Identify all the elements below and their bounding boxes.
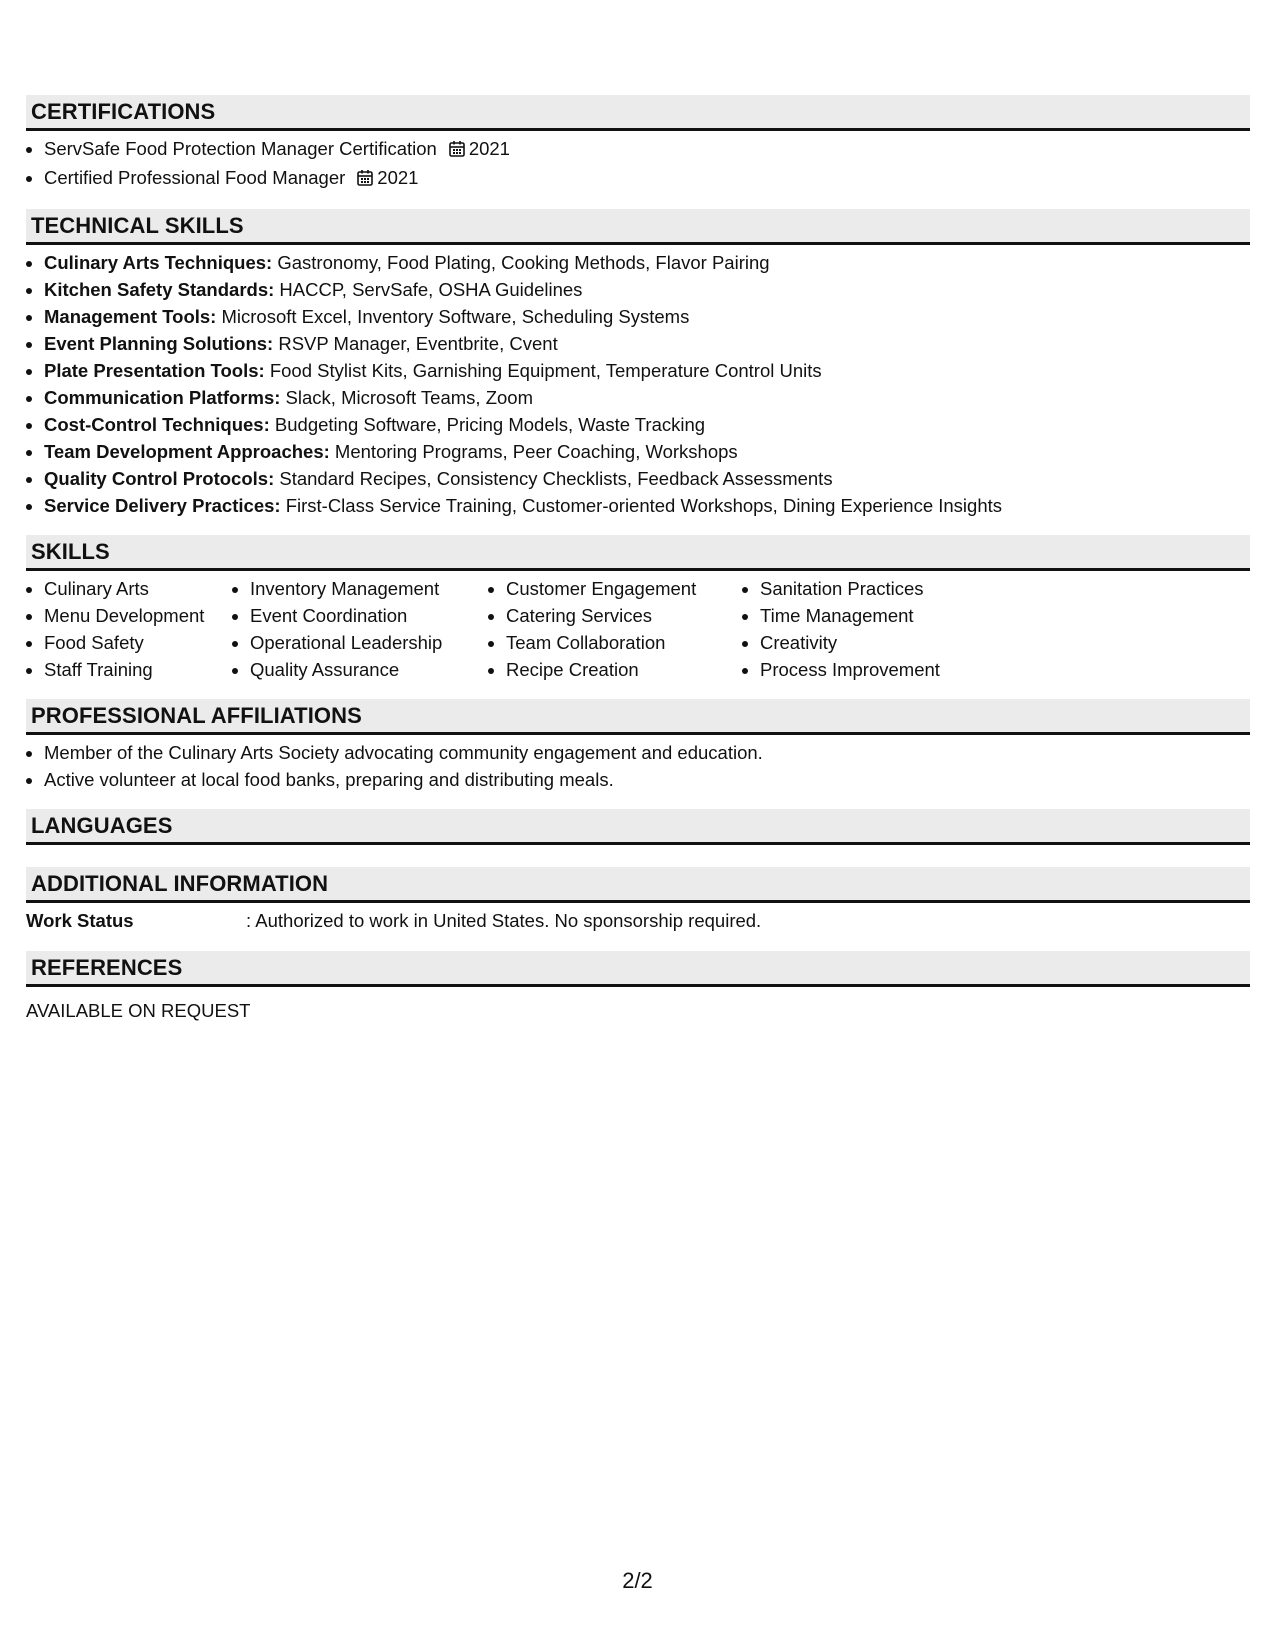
list-item: • Member of the Culinary Arts Society advocating community engagement and education. bbox=[44, 739, 1250, 766]
skill-values: HACCP, ServSafe, OSHA Guidelines bbox=[274, 279, 583, 300]
skill-category: Communication Platforms: bbox=[44, 387, 281, 408]
calendar-icon bbox=[357, 166, 373, 193]
languages-section bbox=[26, 809, 1250, 845]
skill-values: Budgeting Software, Pricing Models, Waste Tracking bbox=[269, 414, 706, 435]
list-item bbox=[44, 465, 1250, 492]
list-item: • Creativity bbox=[760, 629, 1020, 656]
list-item bbox=[44, 330, 1250, 357]
list-item bbox=[44, 438, 1250, 465]
skill-category: Plate Presentation Tools: bbox=[44, 360, 265, 381]
skill-values: Slack, Microsoft Teams, Zoom bbox=[280, 387, 533, 408]
skill-category: Cost-Control Techniques: bbox=[44, 414, 270, 435]
page-number: 2/2 bbox=[622, 1568, 653, 1593]
list-item bbox=[44, 411, 1250, 438]
skills-column bbox=[488, 575, 742, 683]
affiliations-section bbox=[26, 699, 1250, 793]
skill-category: Service Delivery Practices: bbox=[44, 495, 281, 516]
affiliations-list bbox=[26, 739, 1250, 793]
list-item: • Food Safety bbox=[44, 629, 232, 656]
list-item: • Sanitation Practices bbox=[760, 575, 1020, 602]
list-item bbox=[44, 357, 1250, 384]
references-section bbox=[26, 951, 1250, 1025]
skills-column bbox=[232, 575, 488, 683]
list-item: • Quality Assurance bbox=[250, 656, 488, 683]
technical-skills-list bbox=[26, 249, 1250, 519]
certification-name: ServSafe Food Protection Manager Certification bbox=[44, 138, 437, 159]
calendar-icon bbox=[449, 137, 465, 164]
skill-values: Gastronomy, Food Plating, Cooking Methods, Flavor Pairing bbox=[272, 252, 770, 273]
skill-values: RSVP Manager, Eventbrite, Cvent bbox=[273, 333, 558, 354]
certification-name: Certified Professional Food Manager bbox=[44, 167, 346, 188]
work-status-label: Work Status bbox=[26, 910, 134, 931]
section-title: TECHNICAL SKILLS bbox=[26, 209, 1250, 245]
skills-column bbox=[742, 575, 1020, 683]
section-title: PROFESSIONAL AFFILIATIONS bbox=[26, 699, 1250, 735]
list-item: • Active volunteer at local food banks, preparing and distributing meals. bbox=[44, 766, 1250, 793]
section-title: SKILLS bbox=[26, 535, 1250, 571]
list-item: • Menu Development bbox=[44, 602, 232, 629]
list-item bbox=[44, 249, 1250, 276]
skill-category: Management Tools: bbox=[44, 306, 217, 327]
list-item bbox=[44, 303, 1250, 330]
certifications-section bbox=[26, 95, 1250, 193]
section-title: CERTIFICATIONS bbox=[26, 95, 1250, 131]
list-item bbox=[44, 384, 1250, 411]
skill-values: First-Class Service Training, Customer-oriented Workshops, Dining Experience Insights bbox=[280, 495, 1002, 516]
section-title: REFERENCES bbox=[26, 951, 1250, 987]
list-item: • Process Improvement bbox=[760, 656, 1020, 683]
list-item: • Catering Services bbox=[506, 602, 742, 629]
skill-category: Event Planning Solutions: bbox=[44, 333, 274, 354]
section-title: LANGUAGES bbox=[26, 809, 1250, 845]
skills-section bbox=[26, 535, 1250, 683]
certification-year: 2021 bbox=[377, 167, 419, 188]
skill-category: Culinary Arts Techniques: bbox=[44, 252, 273, 273]
certifications-list bbox=[26, 135, 1250, 193]
list-item: • Recipe Creation bbox=[506, 656, 742, 683]
skills-grid bbox=[26, 575, 1250, 683]
skill-values: Food Stylist Kits, Garnishing Equipment, Temperature Control Units bbox=[264, 360, 822, 381]
work-status-row bbox=[26, 907, 1250, 935]
list-item: • Operational Leadership bbox=[250, 629, 488, 656]
list-item bbox=[44, 276, 1250, 303]
skill-category: Quality Control Protocols: bbox=[44, 468, 275, 489]
work-status-value: : Authorized to work in United States. No sponsorship required. bbox=[246, 910, 762, 931]
skill-category: Kitchen Safety Standards: bbox=[44, 279, 275, 300]
skill-values: Standard Recipes, Consistency Checklists, Feedback Assessments bbox=[274, 468, 833, 489]
skills-column bbox=[26, 575, 232, 683]
references-text: AVAILABLE ON REQUEST bbox=[26, 1000, 251, 1021]
list-item: • Culinary Arts bbox=[44, 575, 232, 602]
technical-skills-section bbox=[26, 209, 1250, 519]
skill-values: Microsoft Excel, Inventory Software, Scheduling Systems bbox=[216, 306, 690, 327]
additional-info-section bbox=[26, 867, 1250, 935]
skill-category: Team Development Approaches: bbox=[44, 441, 330, 462]
section-title: ADDITIONAL INFORMATION bbox=[26, 867, 1250, 903]
list-item: • Time Management bbox=[760, 602, 1020, 629]
list-item bbox=[44, 164, 1250, 193]
list-item: • Staff Training bbox=[44, 656, 232, 683]
resume-page bbox=[26, 95, 1250, 1041]
list-item: • Customer Engagement bbox=[506, 575, 742, 602]
list-item: • Inventory Management bbox=[250, 575, 488, 602]
skill-values: Mentoring Programs, Peer Coaching, Workshops bbox=[329, 441, 738, 462]
certification-year: 2021 bbox=[468, 138, 510, 159]
list-item bbox=[44, 492, 1250, 519]
list-item bbox=[44, 135, 1250, 164]
list-item: • Event Coordination bbox=[250, 602, 488, 629]
list-item: • Team Collaboration bbox=[506, 629, 742, 656]
